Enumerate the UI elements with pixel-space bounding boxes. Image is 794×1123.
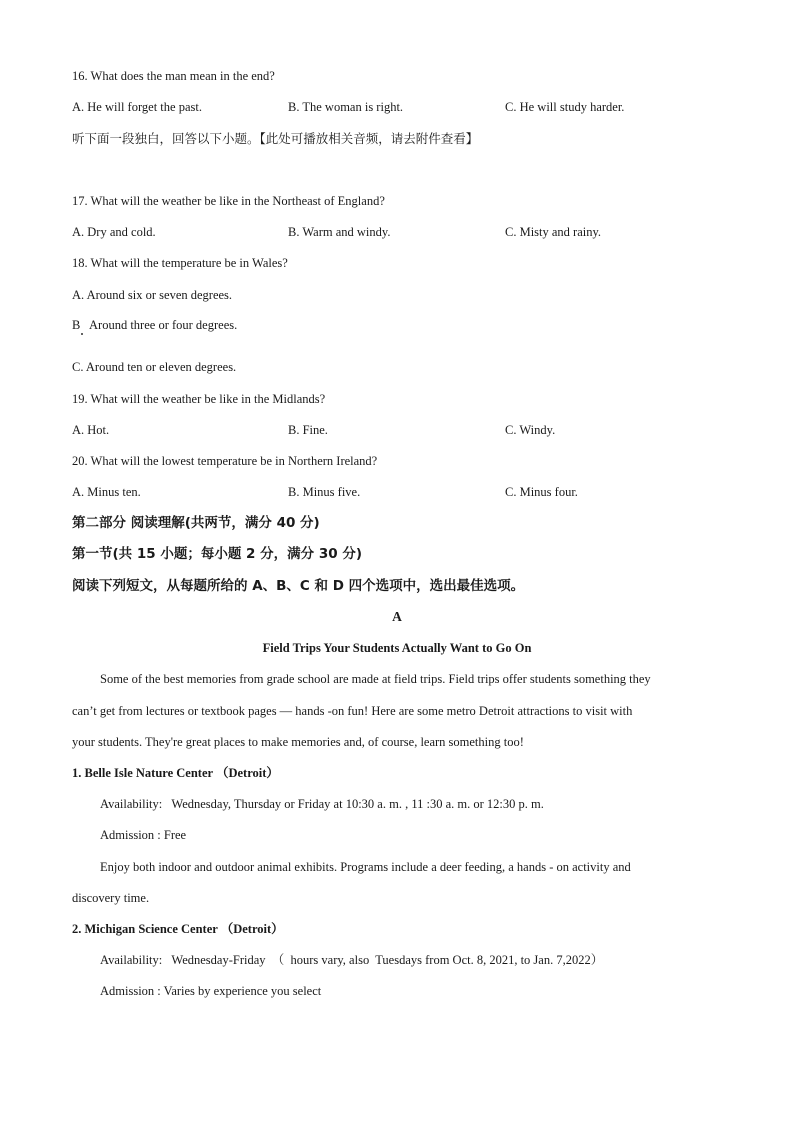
item-1-availability: Availability: Wednesday, Thursday or Friday at 10:30 a. m. , 11 :30 a. m. or 12:30 p. m. [100, 797, 544, 811]
question-18-option-c: C. Around ten or eleven degrees. [72, 360, 237, 374]
option-b: B. Fine. [288, 423, 328, 437]
question-18-option-a: A. Around six or seven degrees. [72, 288, 233, 302]
option-a: A. Hot. [72, 423, 110, 437]
option-a: A. Dry and cold. [72, 225, 156, 239]
option-a: A. Minus ten. [72, 485, 141, 499]
item-2-admission: Admission : Varies by experience you select [100, 984, 322, 998]
option-b: B. Warm and windy. [288, 225, 391, 239]
intro-line-2: can’t get from lectures or textbook pages — hands -on fun! Here are some metro Detroit attractions to visit with [72, 704, 633, 718]
stray-dot [81, 333, 83, 335]
item-1-description-line-1: Enjoy both indoor and outdoor animal exhibits. Programs include a deer feeding, a hands - on activity and [100, 860, 631, 874]
passage-title: Field Trips Your Students Actually Want to Go On [262, 641, 532, 655]
passage-letter: A [392, 609, 402, 624]
part-2-title: 第二部分 阅读理解(共两节，满分 40 分) [72, 515, 320, 531]
question-20-stem: 20. What will the lowest temperature be in Northern Ireland? [72, 454, 378, 468]
option-a: A. He will forget the past. [72, 100, 202, 114]
item-2-heading: 2. Michigan Science Center （Detroit） [72, 922, 284, 936]
option-c: C. Misty and rainy. [505, 225, 602, 239]
option-b: B. Minus five. [288, 485, 361, 499]
question-17-stem: 17. What will the weather be like in the Northeast of England? [72, 194, 385, 208]
item-1-admission: Admission : Free [100, 828, 187, 842]
item-1-heading: 1. Belle Isle Nature Center （Detroit） [72, 766, 279, 780]
question-16-stem: 16. What does the man mean in the end? [72, 69, 275, 83]
section-1-title: 第一节(共 15 小题；每小题 2 分，满分 30 分) [72, 546, 363, 562]
option-b: B. The woman is right. [288, 100, 404, 114]
option-c: C. He will study harder. [505, 100, 625, 114]
option-c: C. Minus four. [505, 485, 578, 499]
intro-line-3: your students. They're great places to make memories and, of course, learn something too! [72, 735, 524, 749]
question-18-option-b: B Around three or four degrees. [72, 318, 238, 332]
question-18-stem: 18. What will the temperature be in Wales? [72, 256, 288, 270]
reading-instruction: 阅读下列短文，从每题所给的 A、B、C 和 D 四个选项中，选出最佳选项。 [72, 578, 525, 594]
item-1-description-line-2: discovery time. [72, 891, 150, 905]
intro-line-1: Some of the best memories from grade school are made at field trips. Field trips offer students something they [100, 672, 651, 686]
question-19-stem: 19. What will the weather be like in the Midlands? [72, 392, 326, 406]
option-c: C. Windy. [505, 423, 556, 437]
listening-instruction: 听下面一段独白，回答以下小题。【此处可播放相关音频，请去附件查看】 [72, 131, 479, 146]
item-2-availability: Availability: Wednesday-Friday （ hours vary, also Tuesdays from Oct. 8, 2021, to Jan. 7,2022） [100, 953, 604, 967]
